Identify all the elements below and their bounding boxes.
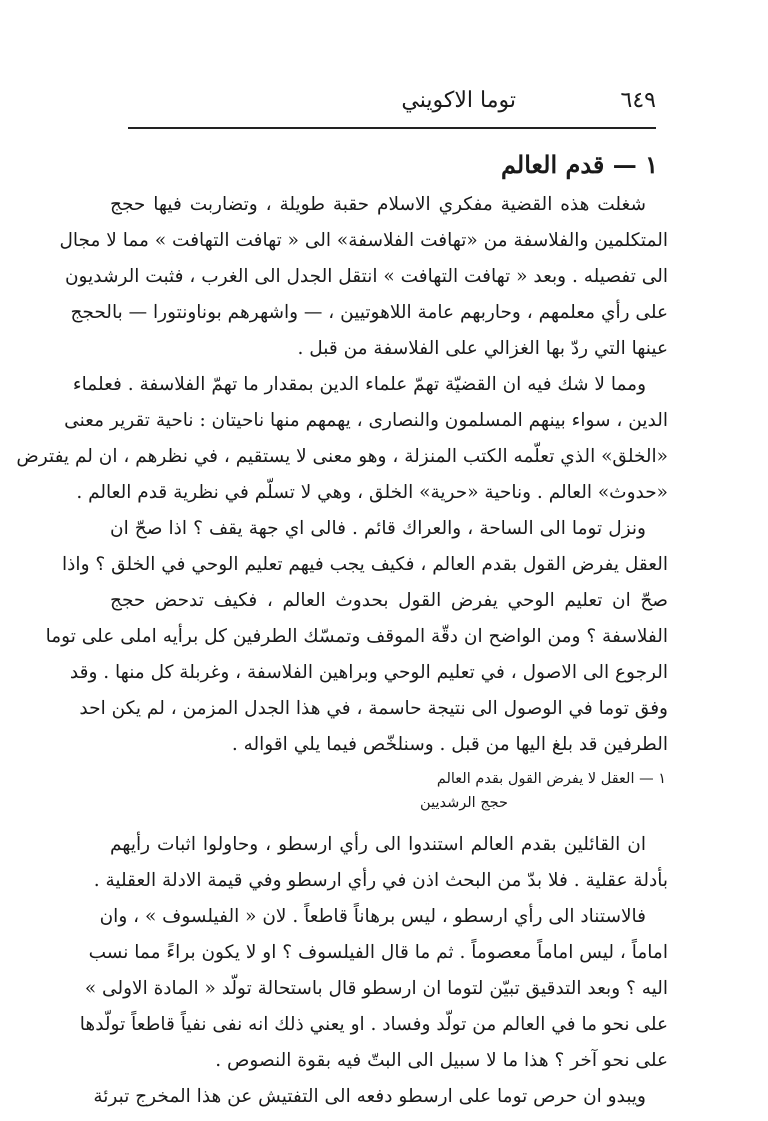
paragraph-2 — [16, 367, 668, 511]
subsection-subheading: حجج الرشديين — [420, 795, 508, 811]
text-line: على رأي معلمهم ، وحاربهم عامة اللاهوتيين ، — واشهرهم بوناونتورا — بالحجج — [70, 302, 668, 323]
text-line: فالاستناد الى رأي ارسطو ، ليس برهاناً قاطعاً . لان « الفيلسوف » ، وان — [99, 906, 646, 927]
text-line: ان القائلين بقدم العالم استندوا الى رأي ارسطو ، وحاولوا اثبات رأيهم — [110, 834, 646, 855]
text-line: ويبدو ان حرص توما على ارسطو دفعه الى التفتيش عن هذا المخرج تبرئة — [93, 1086, 646, 1107]
text-line: الرجوع الى الاصول ، في تعليم الوحي وبراهين الفلاسفة ، وغربلة كل منها . وقد — [69, 662, 668, 683]
paragraph-6 — [93, 1079, 668, 1115]
text-line: عينها التي ردّ بها الغزالي على الفلاسفة من قبل . — [297, 338, 668, 359]
text-line: على نحو آخر ؟ هذا ما لا سبيل الى البتّ فيه بقوة النصوص . — [215, 1050, 668, 1071]
subsection-heading: ١ — العقل لا يفرض القول بقدم العالم — [436, 771, 666, 787]
text-line: صحّ ان تعليم الوحي يفرض القول بحدوث العالم ، فكيف تدحض حجج — [110, 590, 668, 611]
text-line: العقل يفرض القول بقدم العالم ، فكيف يجب فيهم تعليم الوحي في الخلق ؟ واذا — [62, 554, 668, 575]
section-title: ١ — قدم العالم — [500, 150, 658, 179]
text-line: «حدوث» العالم . وناحية «حرية» الخلق ، وهي لا تسلّم في نظرية قدم العالم . — [76, 482, 668, 503]
paragraph-5 — [79, 899, 668, 1079]
text-line: اليه ؟ وبعد التدقيق تبيّن لتوما ان ارسطو قال باستحالة تولّد « المادة الاولى » — [84, 978, 668, 999]
paragraph-1 — [59, 187, 668, 367]
page-number: ٦٤٩ — [620, 88, 656, 113]
text-line: الى تفصيله . وبعد « تهافت التهافت » انتقل الجدل الى الغرب ، فثبت الرشديون — [64, 266, 668, 287]
text-line: المتكلمين والفلاسفة من «تهافت الفلاسفة» الى « تهافت التهافت » مما لا مجال — [59, 230, 668, 251]
running-header — [128, 88, 656, 124]
text-line: ومما لا شك فيه ان القضيّة تهمّ علماء الدين بمقدار ما تهمّ الفلاسفة . فعلماء — [72, 374, 646, 395]
text-line: ونزل توما الى الساحة ، والعراك قائم . فالى اي جهة يقف ؟ اذا صحّ ان — [110, 518, 646, 539]
text-line: الطرفين قد بلغ اليها من قبل . وسنلخّص فيما يلي اقواله . — [231, 734, 668, 755]
paragraph-4 — [93, 827, 668, 899]
text-line: «الخلق» الذي تعلّمه الكتب المنزلة ، وهو معنى لا يستقيم ، في نظرهم ، ان لم يفترض — [16, 446, 668, 467]
paragraph-3 — [45, 511, 668, 763]
text-line: الفلاسفة ؟ ومن الواضح ان دقّة الموقف وتمسّك الطرفين كل برأيه املى على توما — [45, 626, 668, 647]
text-line: على نحو ما في العالم من تولّد وفساد . او يعني ذلك انه نفى نفياً قاطعاً تولّدها — [79, 1014, 668, 1035]
text-line: الدين ، سواء بينهم المسلمون والنصارى ، يهمهم منها ناحيتان : ناحية تقرير معنى — [64, 410, 668, 431]
text-line: شغلت هذه القضية مفكري الاسلام حقبة طويلة ، وتضاربت فيها حجج — [110, 194, 646, 215]
running-title: توما الاكويني — [401, 88, 516, 113]
body-text — [16, 143, 668, 1115]
header-rule — [128, 127, 656, 129]
text-line: بأدلة عقلية . فلا بدّ من البحث اذن في رأي ارسطو وفي قيمة الادلة العقلية . — [93, 870, 668, 891]
text-line: اماماً ، ليس اماماً معصوماً . ثم ما قال الفيلسوف ؟ او لا يكون براءً مما نسب — [88, 942, 668, 963]
text-line: وفق توما في الوصول الى نتيجة حاسمة ، في هذا الجدل المزمن ، لم يكن احد — [79, 698, 668, 719]
